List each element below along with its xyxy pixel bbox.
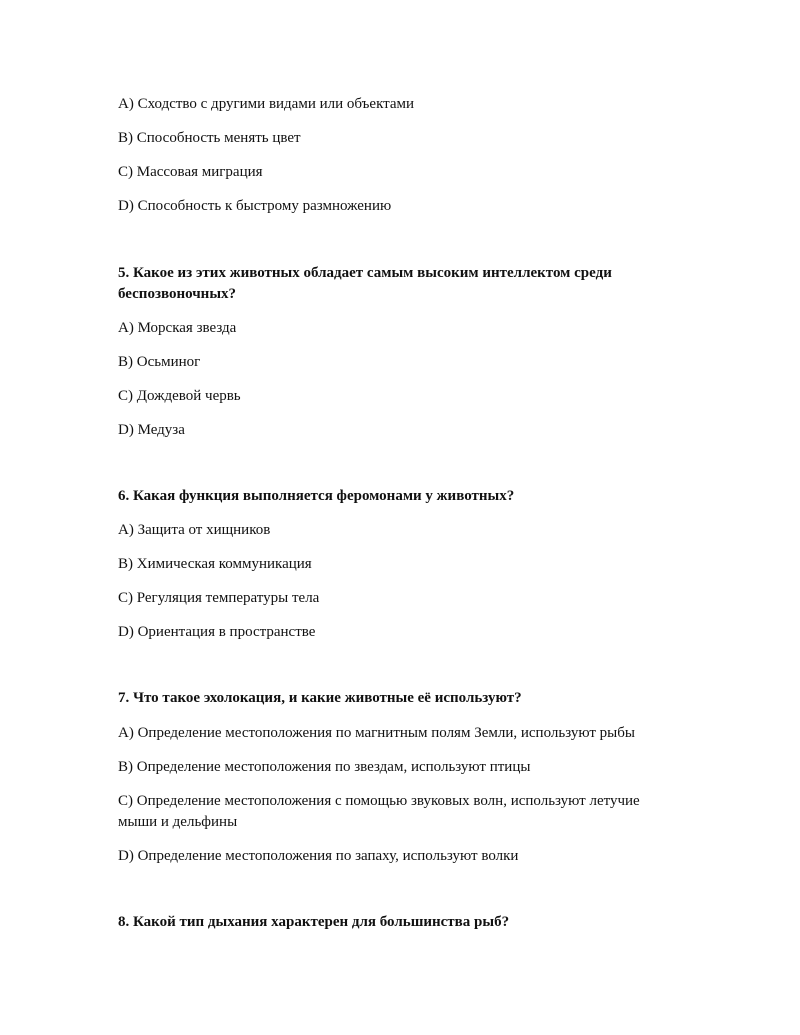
question-heading: 8. Какой тип дыхания характерен для большинства рыб? <box>118 914 510 930</box>
answer-option: B) Способность менять цвет <box>118 130 301 146</box>
answer-option: D) Определение местоположения по запаху, используют волки <box>118 848 519 864</box>
answer-option: A) Определение местоположения по магнитным полям Земли, используют рыбы <box>118 725 635 741</box>
answer-option: D) Ориентация в пространстве <box>118 624 316 640</box>
answer-option: C) Дождевой червь <box>118 388 241 404</box>
question-heading: 6. Какая функция выполняется феромонами у животных? <box>118 488 515 504</box>
answer-option: C) Определение местоположения с помощью звуковых волн, используют летучие мыши и дельфины <box>118 793 640 830</box>
answer-option: D) Медуза <box>118 422 185 438</box>
answer-option: A) Морская звезда <box>118 320 237 336</box>
question-heading: 7. Что такое эхолокация, и какие животные её используют? <box>118 690 522 706</box>
answer-option: A) Защита от хищников <box>118 522 271 538</box>
answer-option: B) Химическая коммуникация <box>118 556 312 572</box>
question-heading: 5. Какое из этих животных обладает самым высоким интеллектом среди беспозвоночных? <box>118 265 612 302</box>
answer-option: B) Осьминог <box>118 354 201 370</box>
answer-option: C) Массовая миграция <box>118 164 263 180</box>
answer-option: D) Способность к быстрому размножению <box>118 198 392 214</box>
answer-option: C) Регуляция температуры тела <box>118 590 320 606</box>
answer-option: A) Сходство с другими видами или объектами <box>118 96 415 112</box>
answer-option: B) Определение местоположения по звездам, используют птицы <box>118 759 531 775</box>
